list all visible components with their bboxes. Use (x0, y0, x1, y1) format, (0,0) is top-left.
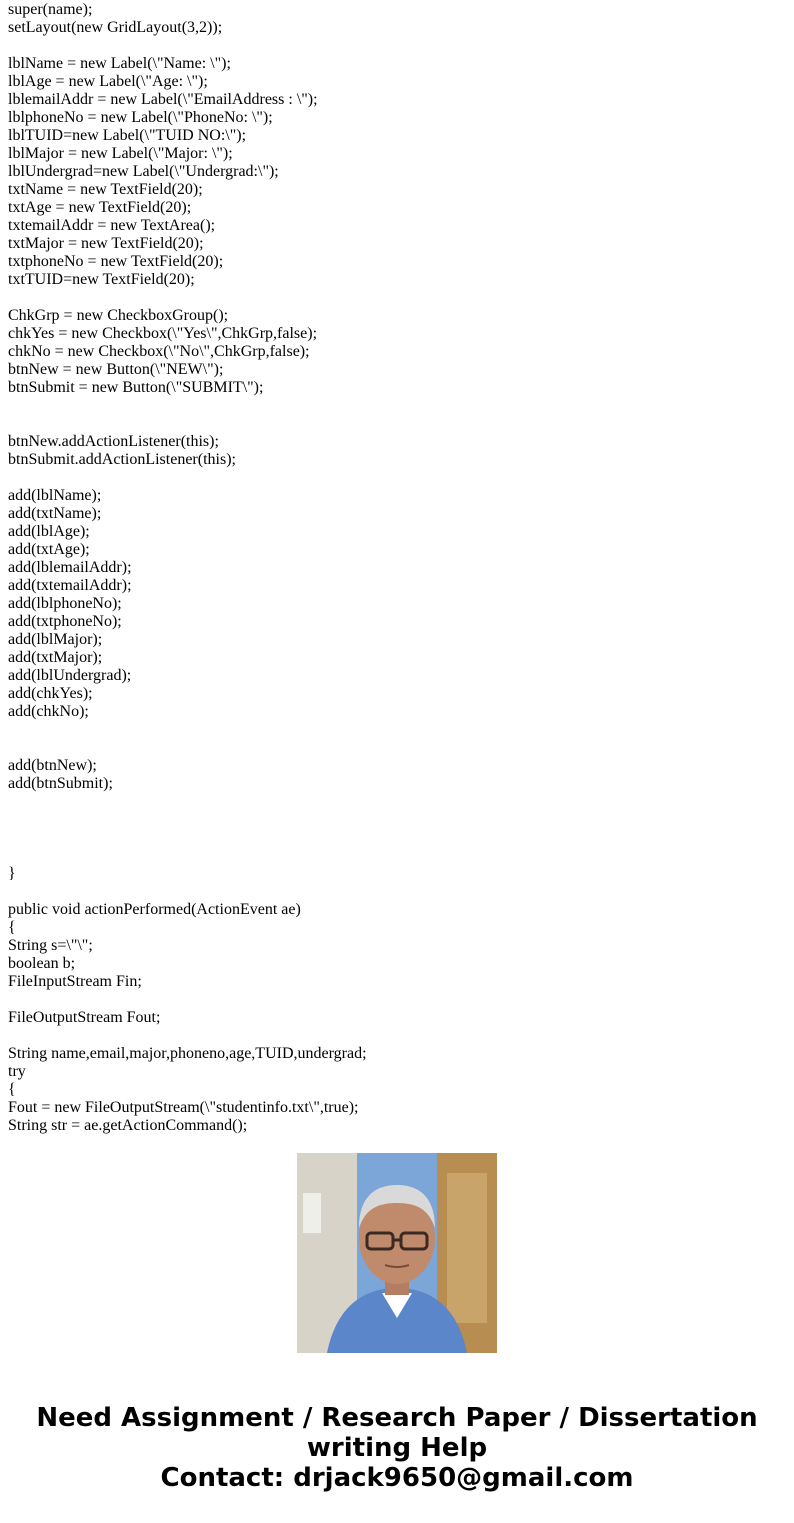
code-line (8, 991, 778, 1009)
code-line: { (8, 919, 16, 936)
code-line: btnSubmit = new Button(\"SUBMIT\"); (8, 379, 264, 396)
code-line: txtphoneNo = new TextField(20); (8, 253, 224, 270)
code-line: btnNew.addActionListener(this); (8, 433, 219, 450)
code-line: add(btnSubmit); (8, 775, 113, 792)
code-listing (8, 1, 778, 1134)
code-line: String s=\"\"; (8, 937, 93, 954)
code-line: lblemailAddr = new Label(\"EmailAddress : \"); (8, 91, 318, 108)
code-line: txtAge = new TextField(20); (8, 199, 192, 216)
code-line: lblMajor = new Label(\"Major: \"); (8, 145, 233, 162)
code-line: add(btnNew); (8, 757, 97, 774)
code-line: chkNo = new Checkbox(\"No\",ChkGrp,false); (8, 343, 310, 360)
code-line: chkYes = new Checkbox(\"Yes\",ChkGrp,false); (8, 325, 318, 342)
code-line (8, 1027, 778, 1045)
code-line: add(lblUndergrad); (8, 667, 132, 684)
code-line: boolean b; (8, 955, 76, 972)
code-line (8, 811, 778, 829)
code-line: lblUndergrad=new Label(\"Undergrad:\"); (8, 163, 279, 180)
code-line: txtTUID=new TextField(20); (8, 271, 195, 288)
code-line: add(chkYes); (8, 685, 93, 702)
code-line: } (8, 865, 16, 882)
code-line: txtemailAddr = new TextArea(); (8, 217, 216, 234)
code-line (8, 415, 778, 433)
author-photo-icon (297, 1153, 497, 1353)
code-line: try (8, 1063, 26, 1080)
author-avatar (297, 1153, 497, 1353)
code-line: add(txtemailAddr); (8, 577, 132, 594)
code-line: super(name); (8, 1, 93, 18)
code-line: lblAge = new Label(\"Age: \"); (8, 73, 208, 90)
code-line: add(lblemailAddr); (8, 559, 132, 576)
promo-line-1: Need Assignment / Research Paper / Dissertation (36, 1403, 758, 1433)
code-line (8, 793, 778, 811)
code-line (8, 37, 778, 55)
code-line: add(txtphoneNo); (8, 613, 122, 630)
code-line: txtName = new TextField(20); (8, 181, 203, 198)
code-line: add(txtMajor); (8, 649, 103, 666)
code-line: Fout = new FileOutputStream(\"studentinfo.txt\",true); (8, 1099, 359, 1116)
promo-banner (0, 1403, 794, 1493)
code-line: add(chkNo); (8, 703, 89, 720)
code-line: public void actionPerformed(ActionEvent ae) (8, 901, 301, 918)
code-line: String name,email,major,phoneno,age,TUID,undergrad; (8, 1045, 367, 1062)
promo-contact: Contact: drjack9650@gmail.com (160, 1463, 634, 1493)
code-line: btnSubmit.addActionListener(this); (8, 451, 236, 468)
code-line: lblphoneNo = new Label(\"PhoneNo: \"); (8, 109, 273, 126)
code-line: add(txtAge); (8, 541, 90, 558)
code-line: { (8, 1081, 16, 1098)
code-line: String str = ae.getActionCommand(); (8, 1117, 248, 1134)
code-line (8, 883, 778, 901)
code-line: ChkGrp = new CheckboxGroup(); (8, 307, 229, 324)
promo-line-2: writing Help (306, 1433, 488, 1463)
code-line: setLayout(new GridLayout(3,2)); (8, 19, 223, 36)
code-line: add(txtName); (8, 505, 102, 522)
code-line (8, 469, 778, 487)
code-line: add(lblMajor); (8, 631, 103, 648)
code-line (8, 289, 778, 307)
code-line: btnNew = new Button(\"NEW\"); (8, 361, 224, 378)
code-line (8, 739, 778, 757)
code-line: add(lblName); (8, 487, 102, 504)
code-line (8, 721, 778, 739)
code-line (8, 847, 778, 865)
code-line (8, 397, 778, 415)
code-line: lblTUID=new Label(\"TUID NO:\"); (8, 127, 247, 144)
code-line: lblName = new Label(\"Name: \"); (8, 55, 231, 72)
code-line (8, 829, 778, 847)
code-line: add(lblphoneNo); (8, 595, 122, 612)
code-line: add(lblAge); (8, 523, 90, 540)
code-line: txtMajor = new TextField(20); (8, 235, 204, 252)
code-line: FileInputStream Fin; (8, 973, 142, 990)
code-line: FileOutputStream Fout; (8, 1009, 161, 1026)
